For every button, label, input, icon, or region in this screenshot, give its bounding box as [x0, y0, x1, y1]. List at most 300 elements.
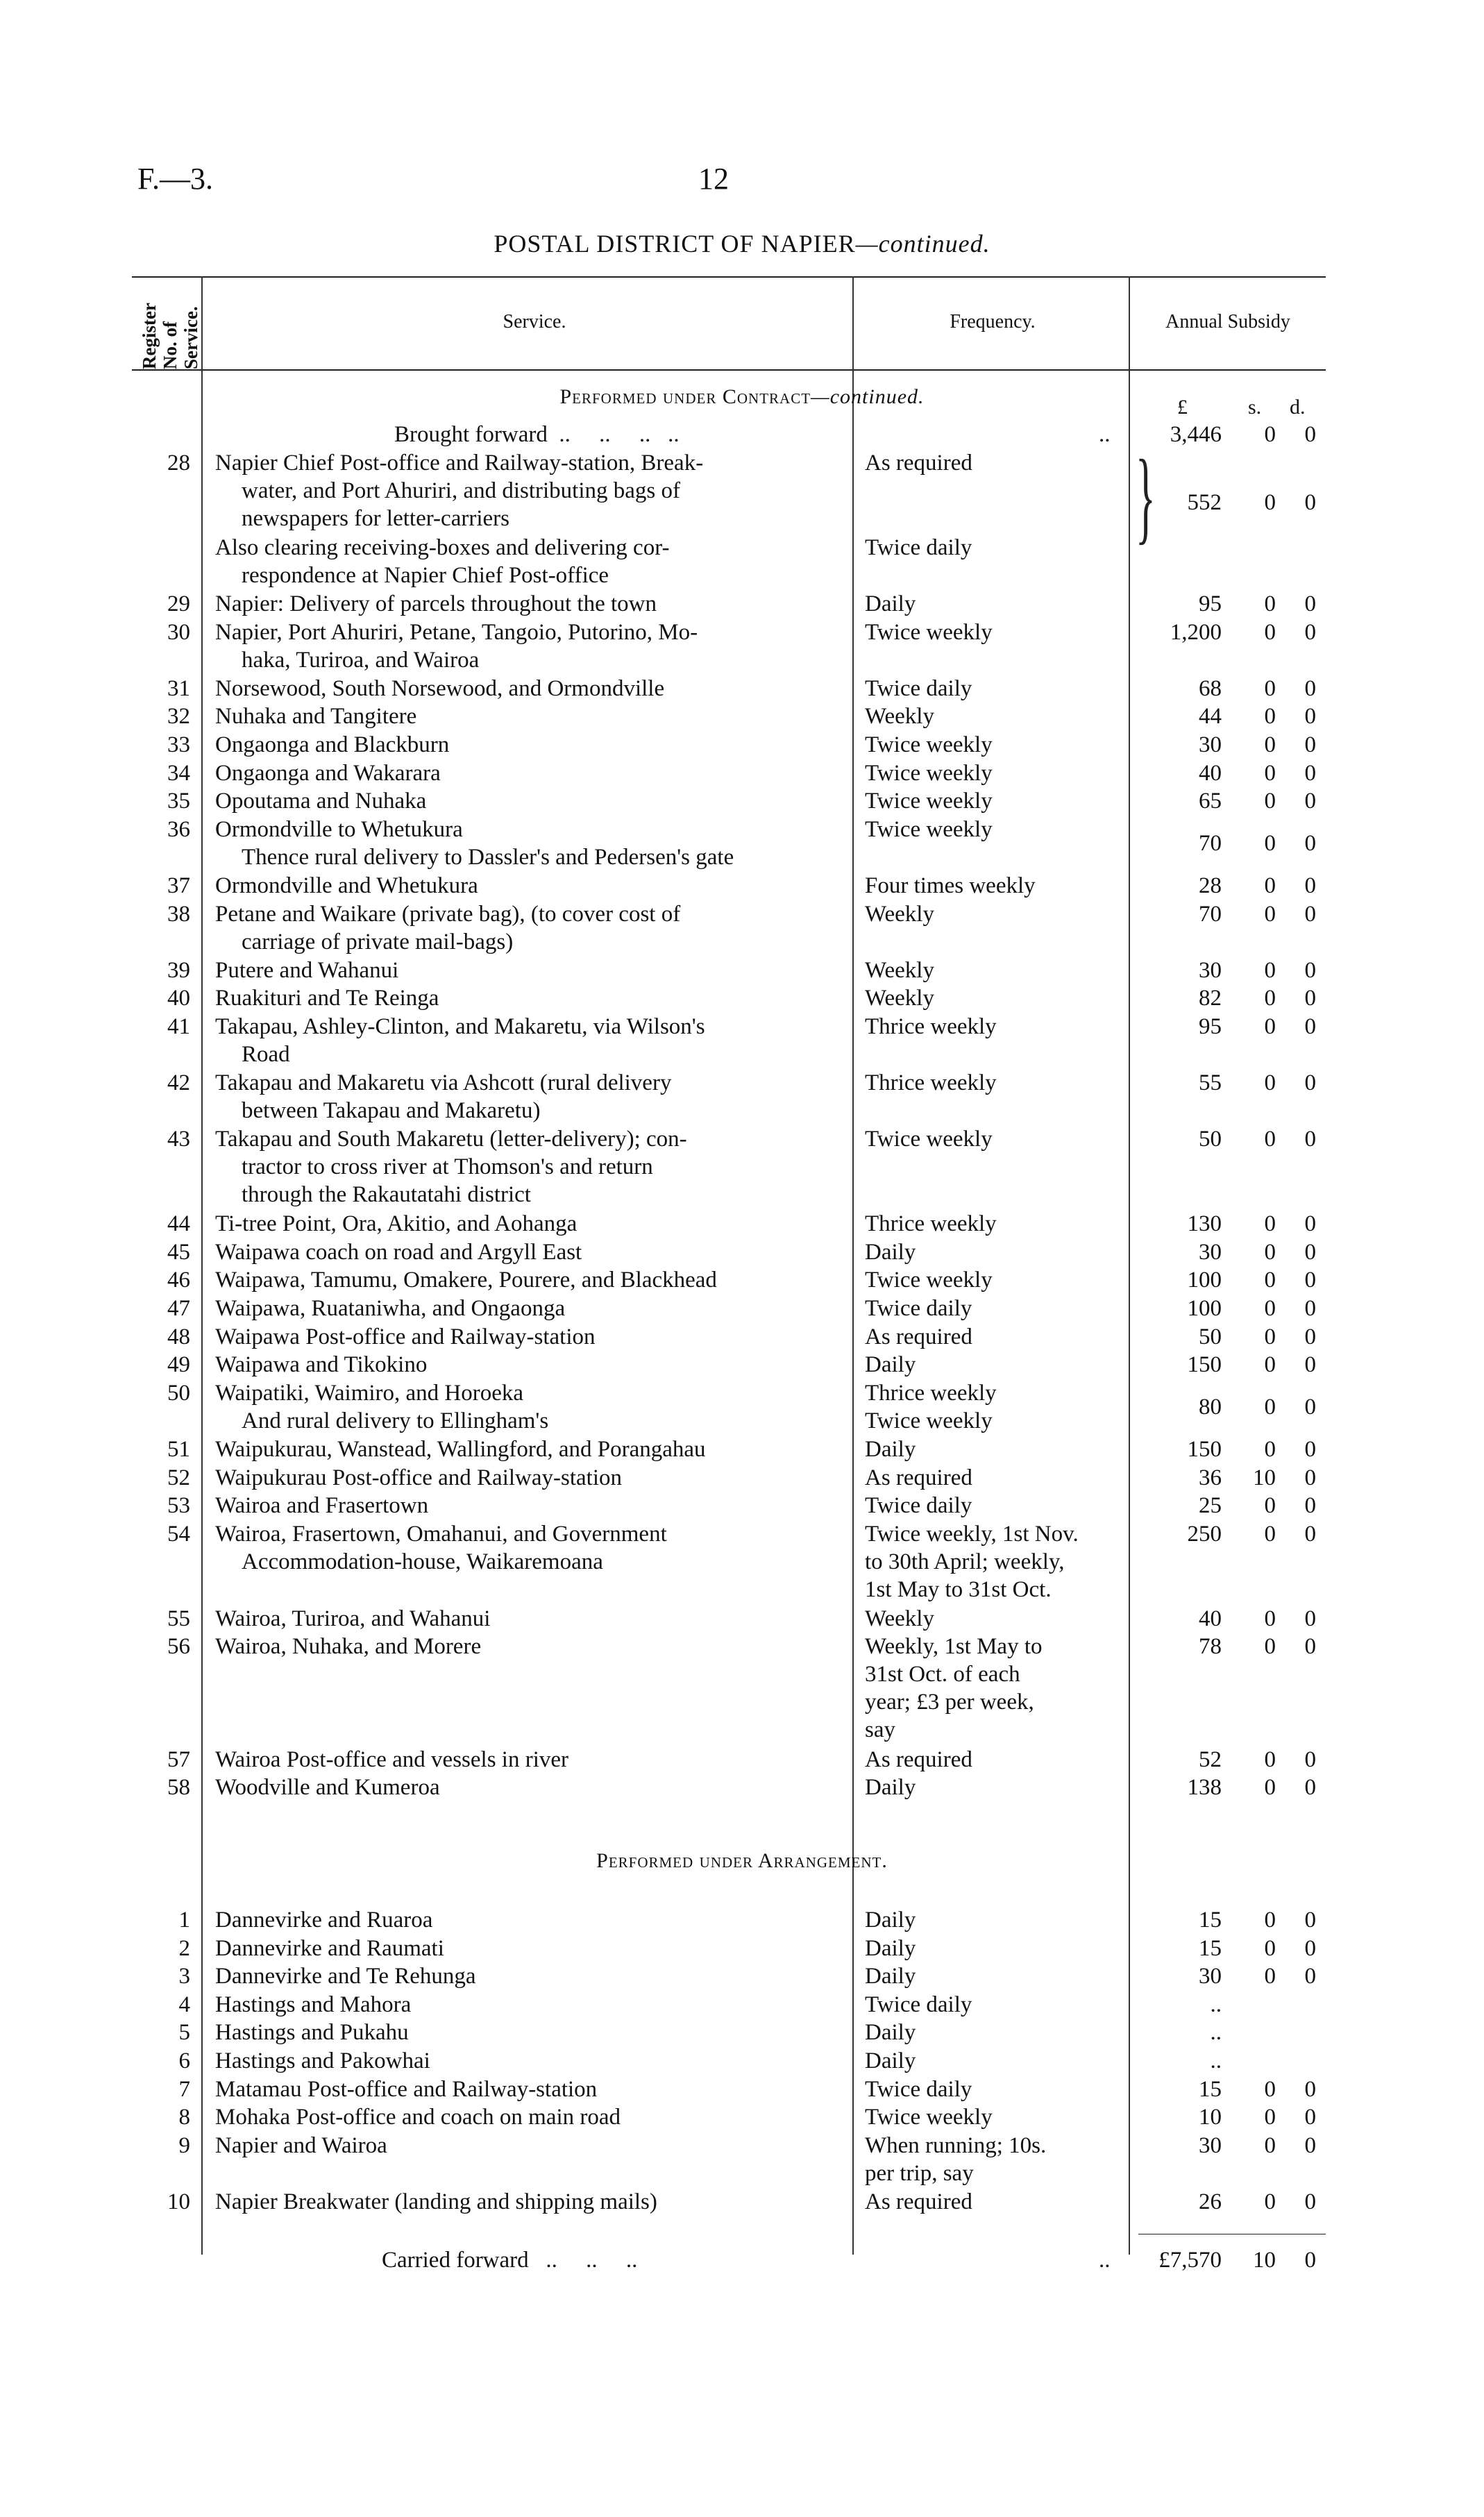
subsidy-pence: 0 [1304, 1521, 1316, 1547]
frequency-line: Twice weekly [865, 1127, 993, 1152]
frequency [865, 1774, 1122, 1801]
frequency-line: Twice weekly [865, 816, 993, 842]
subsidy-shillings: 0 [1264, 789, 1276, 814]
service-line: Ormondville and Whetukura [215, 873, 478, 898]
register-number: 1 [178, 1908, 190, 1933]
frequency-line: Daily [865, 1935, 916, 1961]
service-description [215, 759, 840, 787]
frequency-line: Twice daily [865, 534, 972, 560]
frequency-line: Daily [865, 1775, 916, 1801]
subsidy-pounds: 30 [1199, 957, 1222, 983]
column-header-service: Service. [503, 311, 566, 332]
register-number: 35 [167, 789, 190, 814]
frequency [865, 1746, 1122, 1774]
frequency [865, 702, 1122, 730]
frequency-line: As required [865, 2189, 972, 2214]
frequency-line: Twice daily [865, 2076, 972, 2102]
frequency [865, 1436, 1122, 1463]
frequency [865, 1906, 1122, 1934]
service-description [215, 1746, 840, 1774]
service-description [215, 1935, 840, 1962]
service-description [215, 618, 840, 674]
register-number: 43 [167, 1127, 190, 1152]
service-line: Wairoa Post-office and vessels in river [215, 1746, 569, 1772]
subsidy-pence: 0 [1304, 1437, 1316, 1462]
subsidy-pounds: 100 [1187, 1296, 1222, 1321]
register-number: 42 [167, 1070, 190, 1096]
section-heading-contract: Performed under Contract—continued. [559, 385, 925, 408]
service-line: Hastings and Pakowhai [215, 2048, 430, 2073]
subsidy-shillings: 0 [1264, 2132, 1276, 2158]
service-description [215, 675, 840, 702]
subsidy-pence: 0 [1304, 2189, 1316, 2214]
subsidy-pence: 0 [1304, 732, 1316, 757]
page-reference: F.—3. [137, 162, 213, 196]
frequency-line: Twice daily [865, 1493, 972, 1519]
subsidy-pence: 0 [1304, 1964, 1316, 1989]
subsidy-pence: 0 [1304, 957, 1316, 983]
service-line: Napier Chief Post-office and Railway-station, Break- [215, 451, 704, 475]
register-number: 47 [167, 1296, 190, 1321]
service-line: Wairoa, Nuhaka, and Morere [215, 1634, 482, 1660]
register-number: 38 [167, 901, 190, 927]
subsidy-pounds: 70 [1199, 901, 1222, 927]
service-line: Dannevirke and Ruaroa [215, 1908, 433, 1933]
frequency-line: Daily [865, 2020, 916, 2046]
service-line: Ormondville to Whetukura [215, 816, 463, 842]
subsidy-pounds: 250 [1187, 1521, 1222, 1547]
frequency-line: say [865, 1717, 895, 1743]
subsidy-pence: 0 [1304, 1935, 1316, 1961]
subsidy-shillings: 10 [1253, 1465, 1276, 1490]
frequency [865, 1633, 1122, 1744]
service-line: Petane and Waikare (private bag), (to cover cost of [215, 901, 681, 927]
service-description [215, 1013, 840, 1068]
frequency-line: Weekly [865, 704, 934, 730]
service-description [215, 872, 840, 900]
service-description [215, 1464, 840, 1492]
frequency [865, 1238, 1122, 1266]
column-divider-frequency [1129, 276, 1130, 2255]
subsidy-shillings: 0 [1264, 1908, 1276, 1933]
register-number: 6 [178, 2048, 190, 2073]
service-description [215, 1492, 840, 1520]
frequency [865, 449, 1122, 477]
currency-pounds-label: £ [1177, 396, 1188, 419]
service-line: tractor to cross river at Thomson's and return [242, 1154, 653, 1180]
service-line: Dannevirke and Te Rehunga [215, 1964, 476, 1989]
service-line: Waipukurau Post-office and Railway-station [215, 1465, 623, 1490]
register-number: 30 [167, 619, 190, 645]
service-line: Napier Breakwater (landing and shipping mails) [215, 2189, 657, 2214]
service-line: And rural delivery to Ellingham's [242, 1408, 549, 1433]
service-line: Waipawa and Tikokino [215, 1352, 428, 1378]
frequency-line: When running; 10s. [865, 2132, 1047, 2158]
service-description [215, 590, 840, 618]
subsidy-pounds: 95 [1199, 591, 1222, 616]
frequency-line: year; £3 per week, [865, 1690, 1034, 1715]
register-number: 50 [167, 1380, 190, 1406]
frequency [865, 984, 1122, 1012]
service-description [215, 1991, 840, 2019]
frequency-line: Twice weekly [865, 1268, 993, 1293]
service-description [215, 731, 840, 759]
frequency-line: Daily [865, 591, 916, 616]
service-description [215, 2047, 840, 2075]
subsidy-pounds: 10 [1199, 2105, 1222, 2130]
service-description [215, 816, 840, 871]
service-description [215, 2103, 840, 2131]
frequency-line: Twice weekly [865, 789, 993, 814]
service-line: Putere and Wahanui [215, 957, 399, 983]
subsidy-pence: 0 [1304, 1239, 1316, 1265]
frequency [865, 1125, 1122, 1153]
subsidy-shillings: 0 [1264, 2076, 1276, 2102]
frequency [865, 2019, 1122, 2046]
register-number: 41 [167, 1014, 190, 1039]
subsidy-shillings: 0 [1264, 1775, 1276, 1801]
subsidy-pounds: 68 [1199, 675, 1222, 701]
subsidy-shillings: 0 [1264, 873, 1276, 898]
service-line: carriage of private mail-bags) [242, 929, 514, 954]
subsidy-pounds: 28 [1199, 873, 1222, 898]
service-description [215, 1125, 840, 1209]
carried-forward-label: Carried forward .. .. .. [382, 2248, 638, 2273]
subsidy-shillings: 0 [1264, 1437, 1276, 1462]
currency-pence-label: d. [1290, 396, 1306, 419]
frequency-line: Daily [865, 1437, 916, 1462]
frequency [865, 1520, 1122, 1603]
frequency [865, 675, 1122, 702]
register-number: 54 [167, 1521, 190, 1547]
frequency-line: Daily [865, 1239, 916, 1265]
register-number: 28 [167, 451, 190, 475]
register-number: 32 [167, 704, 190, 730]
service-description [215, 1962, 840, 1990]
register-number: 44 [167, 1211, 190, 1237]
service-line: Napier and Wairoa [215, 2132, 387, 2158]
frequency-line: Twice daily [865, 675, 972, 701]
page-title [0, 229, 1484, 258]
frequency-line: Weekly, 1st May to [865, 1634, 1043, 1660]
subsidy-pence: 0 [1304, 831, 1316, 857]
frequency-line: Weekly [865, 986, 934, 1011]
subsidy-pounds: 30 [1199, 2132, 1222, 2158]
subsidy-pence: 0 [1304, 1606, 1316, 1631]
frequency [865, 2188, 1122, 2216]
frequency-line: Thrice weekly [865, 1211, 997, 1237]
subsidy-pence: 0 [1304, 1296, 1316, 1321]
service-description [215, 2132, 840, 2160]
section-heading-arrangement: Performed under Arrangement. [596, 1849, 888, 1872]
column-divider-register [201, 276, 203, 2255]
subsidy-shillings: 0 [1264, 1935, 1276, 1961]
service-line: Mohaka Post-office and coach on main road [215, 2105, 621, 2130]
service-line: Also clearing receiving-boxes and delivering cor- [215, 534, 670, 560]
service-line: Waipatiki, Waimiro, and Horoeka [215, 1380, 524, 1406]
frequency-line: Weekly [865, 957, 934, 983]
subsidy-pounds: .. [1210, 2020, 1222, 2046]
frequency-line: Twice weekly [865, 619, 993, 645]
service-line: Nuhaka and Tangitere [215, 704, 417, 730]
register-number: 2 [178, 1935, 190, 1961]
register-number: 34 [167, 760, 190, 786]
subsidy-pence: 0 [1304, 2105, 1316, 2130]
subsidy-pence: 0 [1304, 2076, 1316, 2102]
subsidy-pounds: .. [1210, 2048, 1222, 2073]
frequency [865, 2132, 1122, 2187]
service-line: Ruakituri and Te Reinga [215, 986, 439, 1011]
subsidy-shillings: 0 [1264, 619, 1276, 645]
frequency-line: Daily [865, 1964, 916, 1989]
subsidy-shillings: 0 [1264, 901, 1276, 927]
subsidy-pounds: 1,200 [1170, 619, 1222, 645]
service-description [215, 1774, 840, 1801]
subsidy-pounds: 80 [1199, 1395, 1222, 1420]
frequency [865, 900, 1122, 928]
frequency-line: 31st Oct. of each [865, 1662, 1020, 1687]
frequency [865, 1069, 1122, 1097]
frequency-line: Twice weekly, 1st Nov. [865, 1521, 1079, 1547]
frequency-line: Thrice weekly [865, 1070, 997, 1096]
service-line: Thence rural delivery to Dassler's and Pedersen's gate [242, 844, 734, 870]
title-main: POSTAL DISTRICT OF NAPIER [494, 230, 856, 258]
subsidy-shillings: 0 [1264, 1324, 1276, 1349]
service-description [215, 1436, 840, 1463]
register-number: 55 [167, 1606, 190, 1631]
frequency-line: Four times weekly [865, 873, 1036, 898]
subsidy-pounds: 70 [1199, 831, 1222, 857]
service-description [215, 1379, 840, 1435]
table-top-rule [132, 276, 1326, 278]
subsidy-pounds: 26 [1199, 2189, 1222, 2214]
service-line: Matamau Post-office and Railway-station [215, 2076, 598, 2102]
frequency [865, 731, 1122, 759]
subsidy-pounds: 30 [1199, 732, 1222, 757]
service-line: Hastings and Mahora [215, 1992, 412, 2017]
frequency [865, 1464, 1122, 1492]
frequency-line: Twice daily [865, 1296, 972, 1321]
subsidy-pounds: 30 [1199, 1964, 1222, 1989]
service-line: through the Rakautatahi district [242, 1182, 531, 1208]
service-line: Takapau and Makaretu via Ashcott (rural delivery [215, 1070, 672, 1096]
page-number: 12 [698, 162, 729, 196]
service-description [215, 957, 840, 984]
subsidy-pence: 0 [1304, 704, 1316, 730]
table-header-bottom-rule [132, 369, 1326, 371]
service-description [215, 1323, 840, 1351]
subsidy-pence: 0 [1304, 1070, 1316, 1096]
register-number: 40 [167, 986, 190, 1011]
subsidy-pounds: 52 [1199, 1746, 1222, 1772]
subsidy-pence: 0 [1304, 2132, 1316, 2158]
subsidy-shillings: 0 [1264, 986, 1276, 1011]
subsidy-pence: 0 [1304, 619, 1316, 645]
subsidy-shillings: 0 [1264, 1493, 1276, 1519]
subsidy-shillings: 0 [1264, 1606, 1276, 1631]
subsidy-pence: 0 [1304, 986, 1316, 1011]
subsidy-pence: 0 [1304, 675, 1316, 701]
frequency [865, 1935, 1122, 1962]
subsidy-shillings: 0 [1264, 1211, 1276, 1237]
frequency [865, 872, 1122, 900]
service-description [215, 1069, 840, 1125]
service-line: haka, Turiroa, and Wairoa [242, 647, 480, 673]
subsidy-pounds: 138 [1187, 1775, 1222, 1801]
frequency [865, 759, 1122, 787]
service-line: Waipukurau, Wanstead, Wallingford, and Porangahau [215, 1437, 706, 1462]
service-line: Norsewood, South Norsewood, and Ormondville [215, 675, 665, 701]
service-line: Wairoa, Turiroa, and Wahanui [215, 1606, 491, 1631]
subsidy-pounds: 95 [1199, 1014, 1222, 1039]
service-line: Opoutama and Nuhaka [215, 789, 427, 814]
service-line: Ongaonga and Wakarara [215, 760, 441, 786]
subsidy-shillings: 0 [1264, 1296, 1276, 1321]
service-line: Road [242, 1042, 290, 1067]
subsidy-shillings: 0 [1264, 2189, 1276, 2214]
frequency [865, 1295, 1122, 1322]
register-number: 3 [178, 1964, 190, 1989]
subsidy-pounds: 100 [1187, 1268, 1222, 1293]
frequency-line: Thrice weekly [865, 1014, 997, 1039]
register-number: 48 [167, 1324, 190, 1349]
register-number: 8 [178, 2105, 190, 2130]
subsidy-pounds: 82 [1199, 986, 1222, 1011]
currency-shillings-label: s. [1248, 396, 1262, 419]
service-line: Waipawa Post-office and Railway-station [215, 1324, 596, 1349]
subsidy-shillings: 0 [1264, 1014, 1276, 1039]
register-number: 51 [167, 1437, 190, 1462]
subsidy-shillings: 0 [1264, 1070, 1276, 1096]
service-line: Woodville and Kumeroa [215, 1775, 440, 1801]
subsidy-pence: 0 [1304, 1465, 1316, 1490]
service-line: respondence at Napier Chief Post-office [242, 562, 609, 588]
frequency-line: Daily [865, 1908, 916, 1933]
frequency [865, 590, 1122, 618]
frequency-line: As required [865, 1324, 972, 1349]
frequency [865, 2047, 1122, 2075]
register-number: 10 [167, 2189, 190, 2214]
register-number: 31 [167, 675, 190, 701]
subsidy-pounds: 50 [1199, 1324, 1222, 1349]
service-description [215, 2188, 840, 2216]
frequency [865, 1351, 1122, 1379]
service-line: Hastings and Pukahu [215, 2020, 409, 2046]
service-line: Waipawa, Tamumu, Omakere, Pourere, and Blackhead [215, 1268, 717, 1293]
service-description [215, 1633, 840, 1660]
frequency [865, 1210, 1122, 1238]
frequency [865, 618, 1122, 646]
service-description [215, 900, 840, 956]
section-heading-suffix: —continued. [811, 385, 925, 408]
column-header-register: Register No. of Service. [139, 303, 201, 369]
service-description [215, 1266, 840, 1294]
subsidy-pence: 0 [1304, 1395, 1316, 1420]
service-line: newspapers for letter-carriers [242, 506, 509, 531]
title-suffix: —continued. [855, 230, 990, 258]
subsidy-pounds: 150 [1187, 1437, 1222, 1462]
subsidy-pounds: 50 [1199, 1127, 1222, 1152]
subsidy-pence: 0 [1304, 489, 1316, 515]
subsidy-pounds: 15 [1199, 2076, 1222, 2102]
frequency [865, 1379, 1122, 1435]
register-number: 46 [167, 1268, 190, 1293]
service-description [215, 1238, 840, 1266]
subsidy-shillings: 0 [1264, 732, 1276, 757]
register-number: 39 [167, 957, 190, 983]
register-number: 36 [167, 816, 190, 842]
service-description [215, 534, 840, 589]
frequency-line: to 30th April; weekly, [865, 1549, 1065, 1574]
register-number: 4 [178, 1992, 190, 2017]
frequency [865, 957, 1122, 984]
service-description [215, 787, 840, 815]
subsidy-shillings: 0 [1264, 1964, 1276, 1989]
subsidy-pence: 0 [1304, 789, 1316, 814]
register-number: 58 [167, 1775, 190, 1801]
register-number: 5 [178, 2020, 190, 2046]
service-line: water, and Port Ahuriri, and distributing bags of [242, 478, 680, 503]
subsidy-pounds: 55 [1199, 1070, 1222, 1096]
subsidy-pounds: 40 [1199, 760, 1222, 786]
subsidy-shillings: 0 [1264, 1521, 1276, 1547]
service-description [215, 1605, 840, 1633]
frequency [865, 787, 1122, 815]
service-description [215, 1520, 840, 1576]
service-line: Ti-tree Point, Ora, Akitio, and Aohanga [215, 1211, 577, 1237]
subsidy-pence: 0 [1304, 1493, 1316, 1519]
subsidy-pounds: 36 [1199, 1465, 1222, 1490]
column-divider-service [852, 276, 854, 2255]
service-line: Takapau, Ashley-Clinton, and Makaretu, via Wilson's [215, 1014, 705, 1039]
brought-forward-label: Brought forward .. .. .. .. [394, 422, 680, 447]
register-number: 53 [167, 1493, 190, 1519]
frequency [865, 2076, 1122, 2103]
service-line: Accommodation-house, Waikaremoana [242, 1549, 603, 1574]
column-header-frequency: Frequency. [950, 311, 1036, 332]
subsidy-pounds: 40 [1199, 1606, 1222, 1631]
service-line: Wairoa and Frasertown [215, 1493, 429, 1519]
subsidy-shillings: 0 [1264, 1352, 1276, 1378]
frequency-line: As required [865, 1746, 972, 1772]
register-number: 29 [167, 591, 190, 616]
register-number: 57 [167, 1746, 190, 1772]
frequency [865, 1013, 1122, 1041]
register-number: 33 [167, 732, 190, 757]
frequency [865, 1266, 1122, 1294]
frequency-line: Thrice weekly [865, 1380, 997, 1406]
subsidy-pounds: 150 [1187, 1352, 1222, 1378]
service-line: Waipawa coach on road and Argyll East [215, 1239, 582, 1265]
service-line: Dannevirke and Raumati [215, 1935, 444, 1961]
frequency-line: Twice weekly [865, 2105, 993, 2130]
subsidy-shillings: 0 [1264, 1395, 1276, 1420]
service-description [215, 1906, 840, 1934]
subsidy-pence: 0 [1304, 1324, 1316, 1349]
register-number: 7 [178, 2076, 190, 2102]
service-line: between Takapau and Makaretu) [242, 1098, 541, 1124]
subsidy-shillings: 0 [1264, 489, 1276, 515]
subsidy-pence: 0 [1304, 1352, 1316, 1378]
service-description [215, 984, 840, 1012]
subsidy-shillings: 0 [1264, 1268, 1276, 1293]
subsidy-pounds: 25 [1199, 1493, 1222, 1519]
subsidy-pounds: 44 [1199, 704, 1222, 730]
subsidy-pounds: 78 [1199, 1634, 1222, 1660]
subsidy-pence: 0 [1304, 1746, 1316, 1772]
frequency-line: As required [865, 451, 972, 475]
subsidy-pounds: 30 [1199, 1239, 1222, 1265]
